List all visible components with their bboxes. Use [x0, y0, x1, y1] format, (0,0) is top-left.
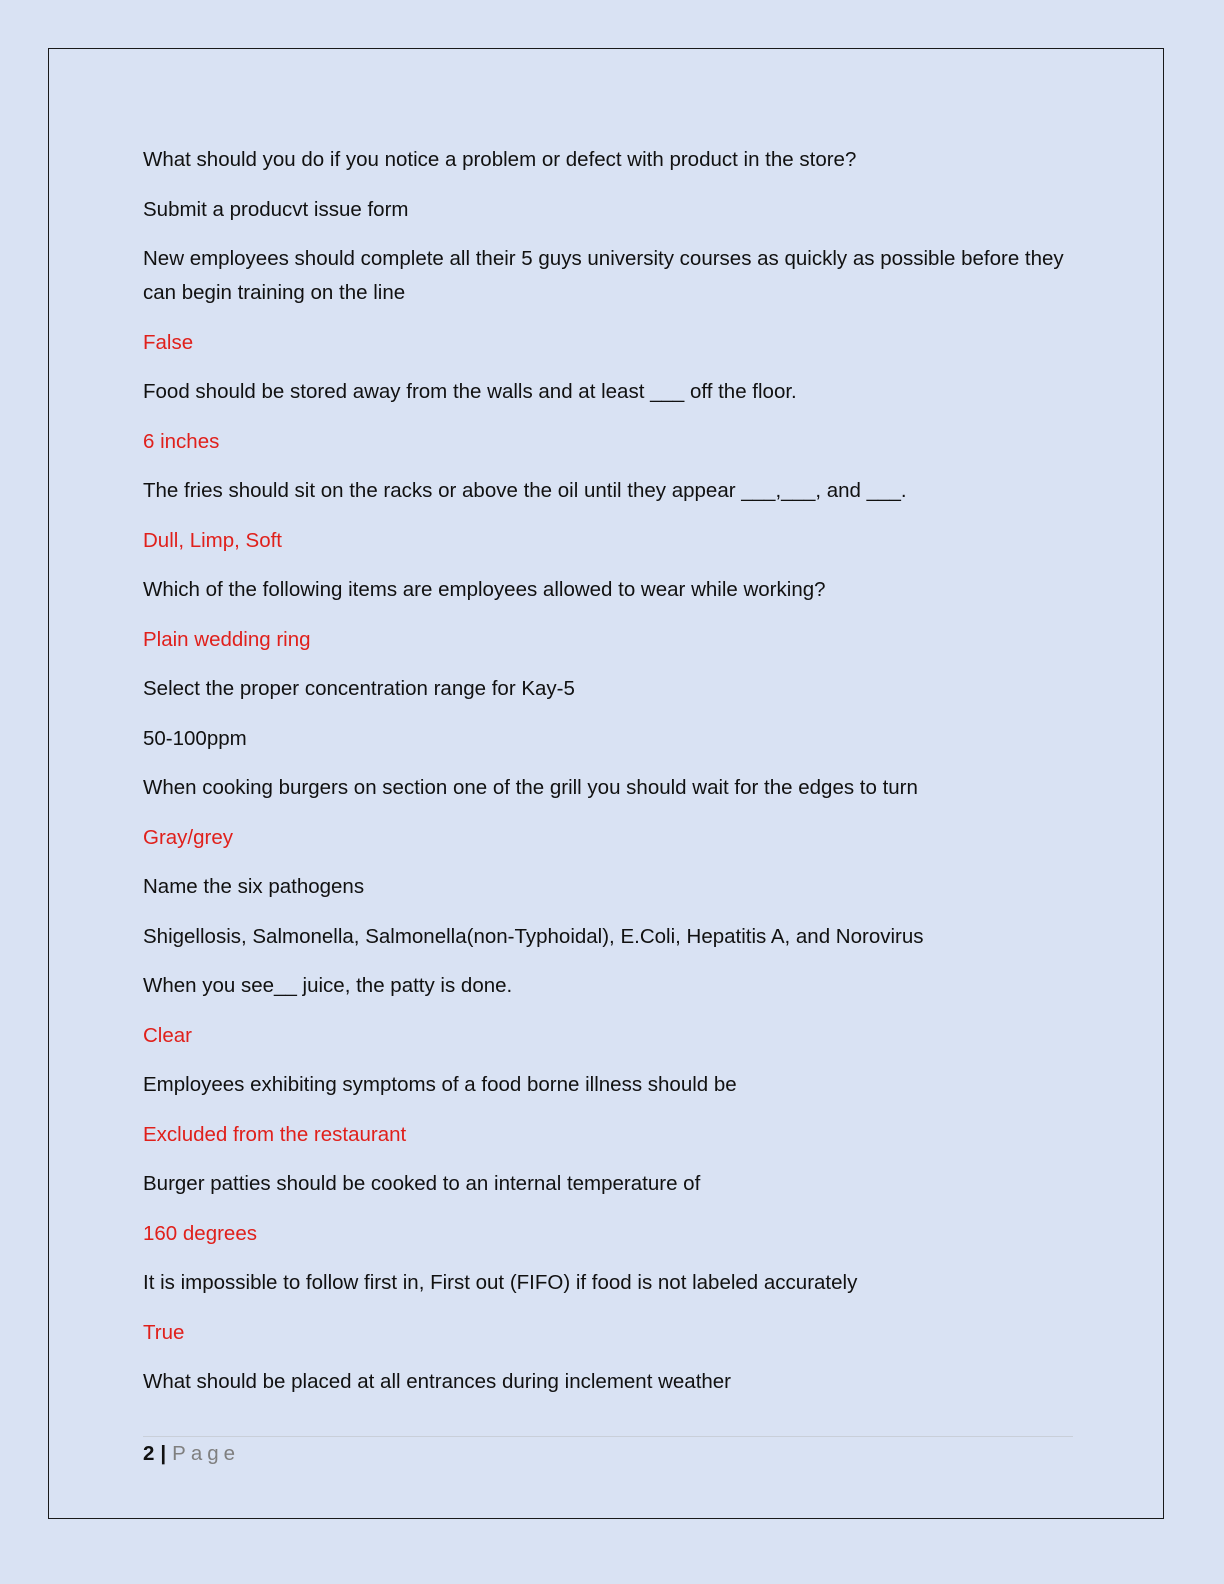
- answer-line: 160 degrees: [143, 1221, 257, 1245]
- answer-line: 6 inches: [143, 429, 220, 453]
- question-line: Which of the following items are employees allowed to wear while working?: [143, 578, 826, 601]
- question-line: It is impossible to follow first in, First out (FIFO) if food is not labeled accurately: [143, 1271, 858, 1294]
- question-line: Burger patties should be cooked to an internal temperature of: [143, 1172, 701, 1195]
- question-line: Name the six pathogens: [143, 875, 365, 898]
- page-label: Page: [172, 1442, 241, 1465]
- text-line: Submit a producvt issue form: [143, 197, 409, 221]
- question-line: What should you do if you notice a problem or defect with product in the store?: [143, 148, 857, 171]
- answer-line: False: [143, 330, 194, 354]
- document-body: [143, 143, 1078, 1415]
- question-line: Employees exhibiting symptoms of a food borne illness should be: [143, 1073, 737, 1096]
- page-number: 2: [143, 1442, 155, 1465]
- question-line: When you see__ juice, the patty is done.: [143, 974, 513, 997]
- question-line: Food should be stored away from the walls and at least ___ off the floor.: [143, 380, 797, 403]
- question-line: Select the proper concentration range for Kay-5: [143, 677, 575, 700]
- question-line: What should be placed at all entrances during inclement weather: [143, 1370, 732, 1393]
- text-line: Shigellosis, Salmonella, Salmonella(non-Typhoidal), E.Coli, Hepatitis A, and Norovirus: [143, 924, 924, 948]
- answer-line: Excluded from the restaurant: [143, 1122, 407, 1146]
- question-line: When cooking burgers on section one of the grill you should wait for the edges to turn: [143, 776, 918, 799]
- answer-line: Plain wedding ring: [143, 627, 311, 651]
- question-line: New employees should complete all their 5 guys university courses as quickly as possible before they can begin training on the line: [143, 247, 1064, 304]
- text-line: 50-100ppm: [143, 726, 247, 750]
- answer-line: Clear: [143, 1023, 192, 1047]
- footer-separator: |: [160, 1442, 167, 1465]
- page-footer: [143, 1440, 240, 1468]
- question-line: The fries should sit on the racks or above the oil until they appear ___,___, and ___.: [143, 479, 907, 502]
- footer-rule: [143, 1436, 1073, 1437]
- answer-line: True: [143, 1320, 185, 1344]
- answer-line: Gray/grey: [143, 825, 233, 849]
- answer-line: Dull, Limp, Soft: [143, 528, 282, 552]
